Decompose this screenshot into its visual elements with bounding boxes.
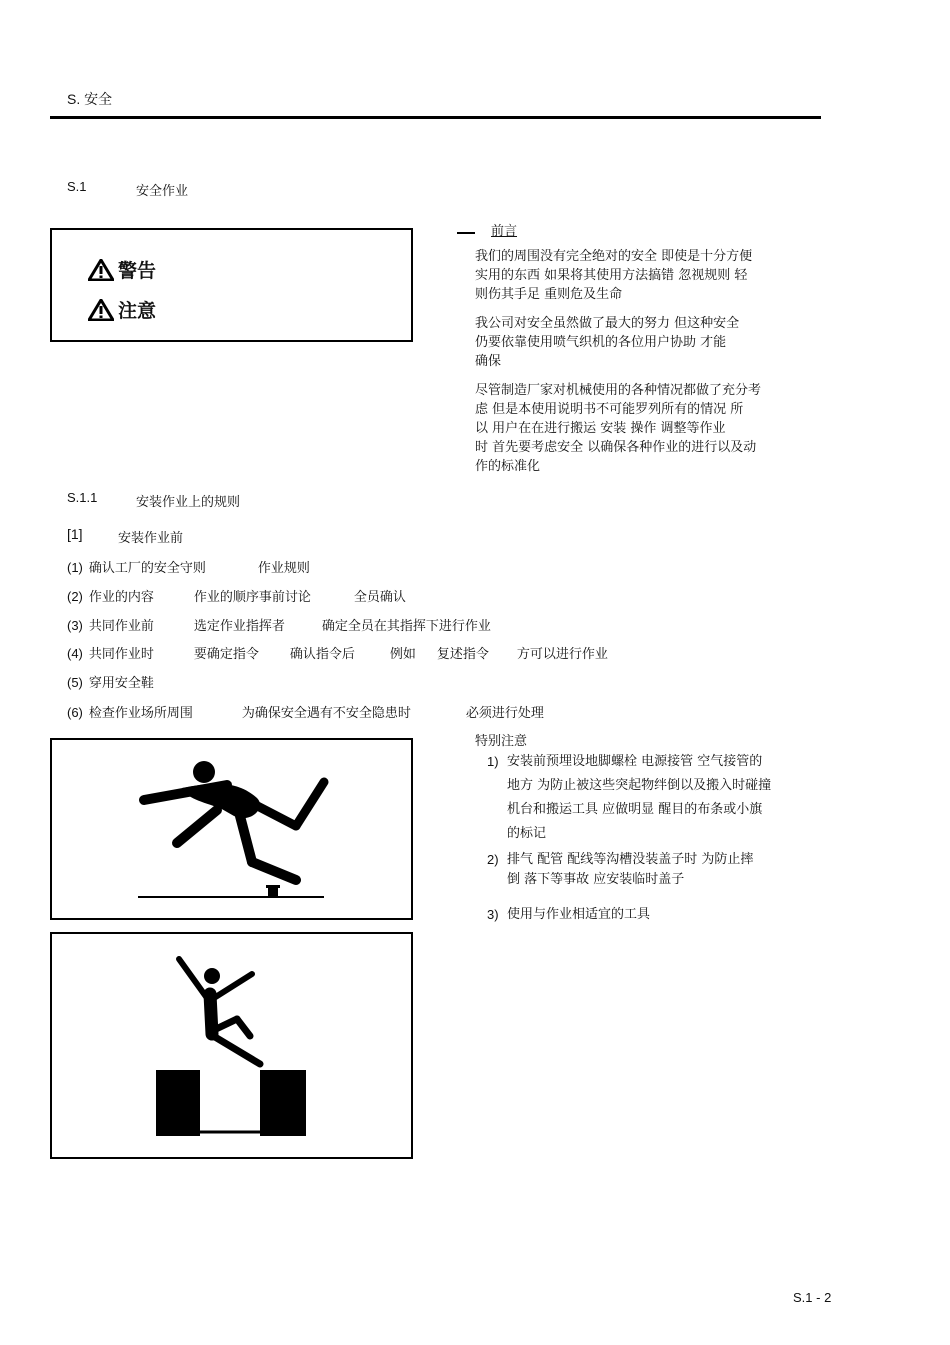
preface-paragraph-1 bbox=[475, 247, 805, 304]
rule-number: (6) bbox=[67, 705, 83, 720]
rule-part: 确认工厂的安全守则 bbox=[88, 561, 206, 576]
text-line: 以 用户在在进行搬运 安装 操作 调整等作业 bbox=[475, 421, 726, 436]
rule-item bbox=[67, 643, 608, 662]
header-rule bbox=[50, 116, 821, 119]
rule-number: (2) bbox=[67, 589, 83, 604]
rule-part: 复述指令 bbox=[436, 647, 489, 662]
text-line: 时 首先要考虑安全 以确保各种作业的进行以及动 bbox=[475, 440, 757, 455]
caution-label: 注意 bbox=[118, 300, 157, 322]
note-number: 2) bbox=[487, 852, 499, 867]
section-title: 安全作业 bbox=[136, 184, 189, 199]
warning-legend-box bbox=[50, 228, 413, 342]
text-line: 仍要依靠使用喷气织机的各位用户协助 才能 bbox=[475, 335, 727, 350]
note-number: 3) bbox=[487, 907, 499, 922]
rule-number: (1) bbox=[67, 560, 83, 575]
caution-row bbox=[88, 296, 156, 323]
note-line: 使用与作业相适宜的工具 bbox=[507, 907, 651, 922]
preface-title: 前言 bbox=[491, 224, 518, 239]
special-notes-title: 特别注意 bbox=[475, 734, 528, 749]
rule-part: 共同作业时 bbox=[88, 647, 154, 662]
rule-part: 作业规则 bbox=[257, 561, 310, 576]
rule-part: 穿用安全鞋 bbox=[88, 676, 154, 691]
rule-part: 检查作业场所周围 bbox=[88, 706, 193, 721]
warning-row bbox=[88, 256, 156, 283]
rule-part: 确认指令后 bbox=[289, 647, 355, 662]
text-line: 虑 但是本使用说明书不可能罗列所有的情况 所 bbox=[475, 402, 744, 417]
page-number: S.1 - 2 bbox=[793, 1290, 832, 1305]
rule-part: 作业的顺序事前讨论 bbox=[193, 590, 311, 605]
rule-part: 确定全员在其指挥下进行作业 bbox=[321, 619, 491, 634]
rule-part: 共同作业前 bbox=[88, 619, 154, 634]
rule-item bbox=[67, 702, 544, 721]
warning-triangle-icon bbox=[88, 299, 114, 321]
note-line: 排气 配管 配线等沟槽没装盖子时 为防止摔 bbox=[507, 852, 754, 867]
text-line: 实用的东西 如果将其使用方法搞错 忽视规则 轻 bbox=[475, 268, 748, 283]
header-title: S. 安全 bbox=[67, 91, 113, 107]
rule-part: 作业的内容 bbox=[88, 590, 154, 605]
note-line: 机台和搬运工具 应做明显 醒目的布条或小旗 bbox=[507, 802, 763, 817]
text-line: 确保 bbox=[475, 354, 502, 369]
rule-part: 全员确认 bbox=[353, 590, 406, 605]
text-line: 尽管制造厂家对机械使用的各种情况都做了充分考 bbox=[475, 383, 762, 398]
rule-part: 要确定指令 bbox=[193, 647, 259, 662]
tripping-person-icon bbox=[52, 740, 411, 918]
rule-part: 例如 bbox=[389, 647, 416, 662]
rule-item bbox=[67, 586, 406, 605]
rule-item bbox=[67, 672, 154, 691]
text-line: 则伤其手足 重则危及生命 bbox=[475, 287, 623, 302]
step-title: 安装作业前 bbox=[118, 531, 184, 546]
rule-part: 为确保安全遇有不安全隐患时 bbox=[241, 706, 411, 721]
rule-part: 必须进行处理 bbox=[465, 706, 544, 721]
note-line: 的标记 bbox=[507, 826, 547, 841]
fall-hazard-figure bbox=[50, 932, 413, 1159]
preface-paragraph-3 bbox=[475, 381, 805, 476]
falling-person-icon bbox=[52, 934, 411, 1157]
rule-item bbox=[67, 615, 491, 634]
rule-number: (4) bbox=[67, 646, 83, 661]
note-number: 1) bbox=[487, 754, 499, 769]
special-note-item bbox=[487, 750, 807, 846]
preface-paragraph-2 bbox=[475, 314, 805, 371]
step-number: [1] bbox=[67, 526, 83, 542]
warning-triangle-icon bbox=[88, 259, 114, 281]
text-line: 作的标准化 bbox=[475, 459, 541, 474]
warning-label: 警告 bbox=[118, 260, 157, 282]
special-note-item bbox=[487, 850, 807, 890]
rule-number: (3) bbox=[67, 618, 83, 633]
note-line: 地方 为防止被这些突起物绊倒以及搬入时碰撞 bbox=[507, 778, 772, 793]
text-line: 我公司对安全虽然做了最大的努力 但这种安全 bbox=[475, 316, 740, 331]
rule-number: (5) bbox=[67, 675, 83, 690]
note-line: 倒 落下等事故 应安装临时盖子 bbox=[507, 872, 685, 887]
preface-dash bbox=[457, 232, 475, 234]
section-number: S.1 bbox=[67, 179, 87, 194]
text-line: 我们的周围没有完全绝对的安全 即使是十分方便 bbox=[475, 249, 753, 264]
rule-part: 选定作业指挥者 bbox=[193, 619, 285, 634]
special-note-item bbox=[487, 903, 807, 927]
rule-item bbox=[67, 557, 310, 576]
rule-part: 方可以进行作业 bbox=[516, 647, 608, 662]
note-line: 安装前预埋设地脚螺栓 电源接管 空气接管的 bbox=[507, 754, 763, 769]
subsection-number: S.1.1 bbox=[67, 490, 98, 505]
subsection-title: 安装作业上的规则 bbox=[136, 495, 241, 510]
trip-hazard-figure bbox=[50, 738, 413, 920]
